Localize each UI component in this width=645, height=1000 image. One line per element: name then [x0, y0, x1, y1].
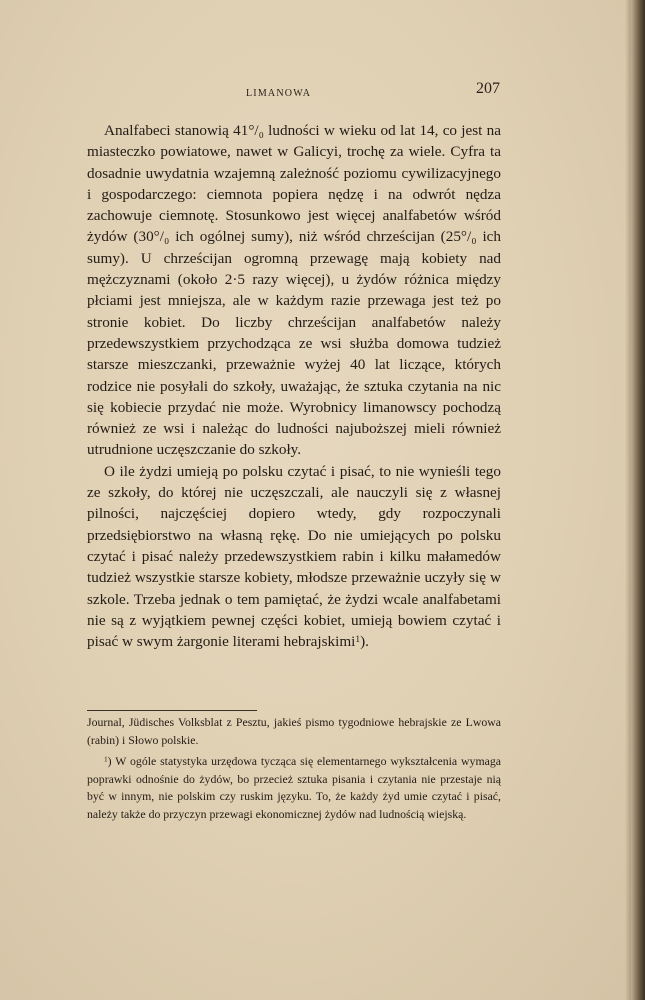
footnote-continued: Journal, Jüdisches Volksblat z Pesztu, jakieś pismo tygodniowe hebrajskie ze Lwowa (rabin) i Słowo polskie. — [87, 715, 501, 747]
footnote-text: ) W ogóle statystyka urzędowa tycząca się elementarnego wykształcenia wymaga poprawki odnośnie do żydów, bo przecież sztuka pisania i czytania nie przestaje nią być w innym, nie polskim czy ruskim języku. To, że każdy żyd umie czytać i pisać, należy także do przyczyn przewagi ekonomicznej żydów nad ludnością wiejską. — [87, 754, 501, 821]
footnote-marker: 1 — [104, 754, 108, 764]
page-number: 207 — [476, 80, 500, 97]
book-spine — [631, 0, 645, 1000]
main-text — [87, 120, 501, 652]
page-header — [92, 80, 502, 102]
footnote-rule — [87, 710, 257, 711]
footnotes — [87, 714, 501, 824]
running-head: LIMANOWA — [246, 88, 312, 99]
paragraph — [87, 461, 501, 653]
footnote — [87, 753, 501, 823]
paragraph: Analfabeci stanowią 41°/₀ ludności w wieku od lat 14, co jest na miasteczko powiatowe, nawet w Galicyi, trochę za wiele. Cyfra ta dosadnie uwydatnia wzajemną zależność poziomu cywilizacyjnego i gospodarczego: ciemnota popiera nędzę i na odwrót nędza zachowuje ciemnotę. Stosunkowo jest więcej analfabetów wśród żydów (30°/₀ ich ogólnej sumy), niż wśród chrześcijan (25°/₀ ich sumy). U chrześcijan ogromną przewagę mają kobiety nad mężczyznami (około 2·5 razy więcej), u żydów różnica między płciami jest mniejsza, ale w każdym razie przewaga jest też po stronie kobiet. Do liczby chrześcijan analfabetów należy przedewszystkiem przychodząca ze wsi służba domowa tudzież starsze mieszczanki, przeważnie wyżej 40 lat liczące, których rodzice nie posyłali do szkoły, uważając, że sztuka czytania na nic się kobiecie przydać nie może. Wyrobnicy limanowscy pochodzą również ze wsi i należąc do ludności najuboższej mieli również utrudnione uczęszczanie do szkoły. — [87, 122, 501, 459]
footnote-reference: 1 — [355, 634, 361, 645]
paragraph-end: ). — [360, 633, 369, 651]
paragraph-text: O ile żydzi umieją po polsku czytać i pisać, to nie wynieśli tego ze szkoły, do której nie uczęszczali, ale nauczyli się z własnej pilności, najczęściej dopiero wtedy, gdy rozpoczynali przedsiębiorstwo na własną rękę. Do nie umiejących po polsku czytać i pisać należy przedewszystkiem rabin i kilku małamedów tudzież wszystkie starsze kobiety, młodsze przeważnie uczyły się w szkole. Trzeba jednak o tem pamiętać, że żydzi wcale analfabetami nie są z wyjątkiem pewnej części kobiet, umieją bowiem czytać i pisać w swym żargonie literami hebrajskimi — [87, 462, 501, 651]
